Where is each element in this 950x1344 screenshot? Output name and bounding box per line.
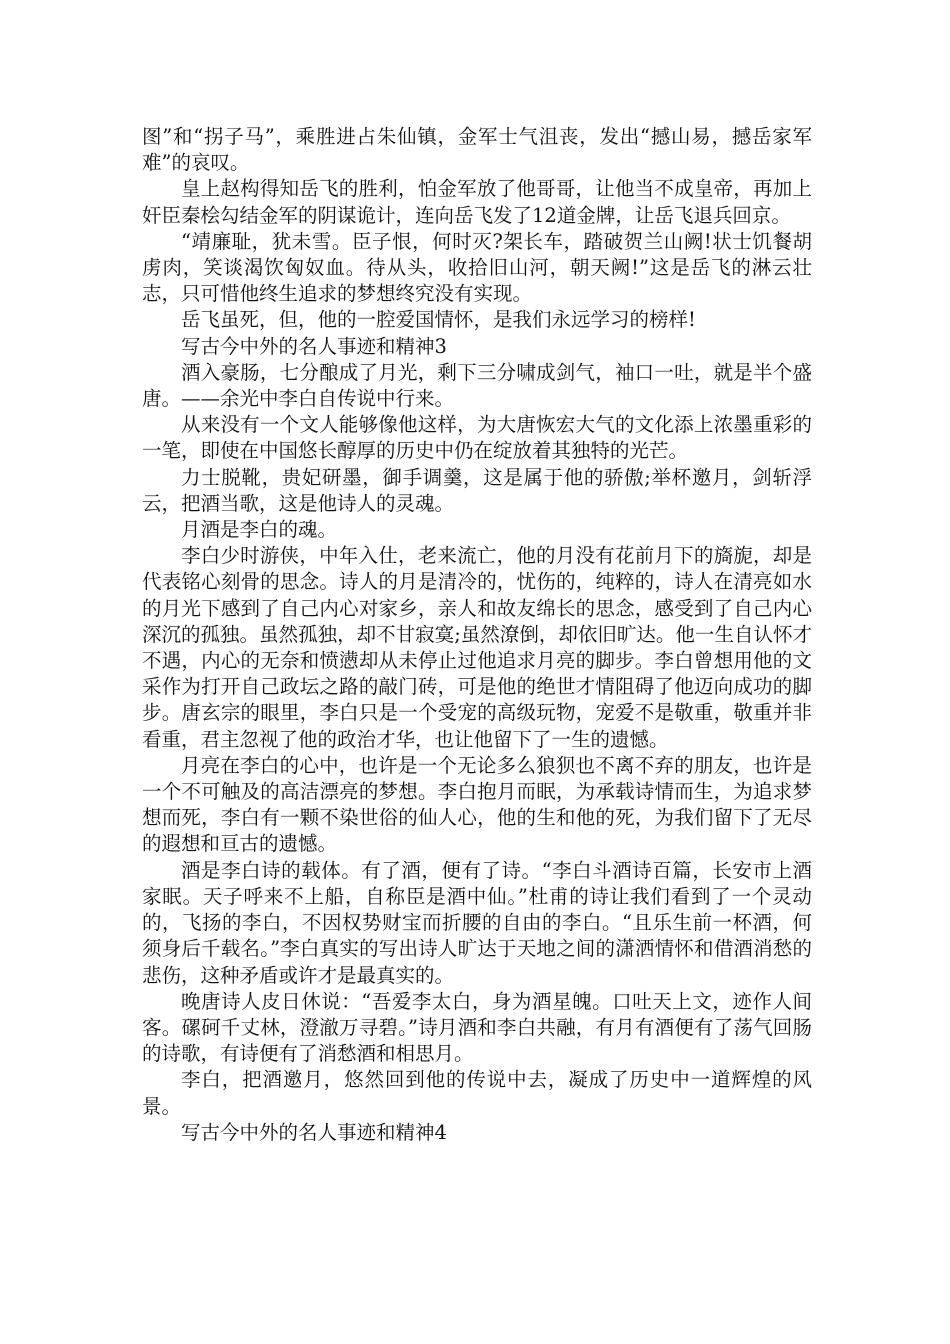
body-paragraph: 李白少时游侠，中年入仕，老来流亡，他的月没有花前月下的旖旎，却是代表铭心刻骨的思念。诗人的月是清冷的，忧伤的，纯粹的，诗人在清亮如水的月光下感到了自己内心对家乡，亲人和故友绵长的思念，感受到了自己内心深沉的孤独。虽然孤独，却不甘寂寞;虽然潦倒，却依旧旷达。他一生自认怀才不遇，内心的无奈和愤懑却从未停止过他追求月亮的脚步。李白曾想用他的文采作为打开自己政坛之路的敲门砖，可是他的绝世才情阻碍了他迈向成功的脚步。唐玄宗的眼里，李白只是一个受宠的高级玩物，宠爱不是敬重，敬重并非看重，君主忽视了他的政治才华，也让他留下了一生的遗憾。	[142, 544, 812, 751]
body-paragraph: 岳飞虽死，但，他的一腔爱国情怀，是我们永远学习的榜样!	[181, 308, 696, 332]
body-paragraph: 力士脱靴，贵妃研墨，御手调羹，这是属于他的骄傲;举杯邀月，剑斩浮云，把酒当歌，这是他诗人的灵魂。	[142, 465, 812, 515]
body-paragraph: 从来没有一个文人能够像他这样，为大唐恢宏大气的文化添上浓墨重彩的一笔，即使在中国悠长醇厚的历史中仍在绽放着其独特的光芒。	[142, 413, 812, 463]
body-paragraph: “靖廉耻，犹未雪。臣子恨，何时灭?架长车，踏破贺兰山阙!状士饥餐胡虏肉，笑谈渴饮匈奴血。待从头，收拾旧山河，朝天阙!”这是岳飞的淋云壮志，只可惜他终生追求的梦想终究没有实现。	[142, 229, 812, 306]
body-paragraph: 酒入豪肠，七分酿成了月光，剩下三分啸成剑气，袖口一吐，就是半个盛唐。——余光中李白自传说中行来。	[142, 360, 812, 411]
body-paragraph: 皇上赵构得知岳飞的胜利，怕金军放了他哥哥，让他当不成皇帝，再加上奸臣秦桧勾结金军的阴谋诡计，连向岳飞发了12道金牌，让岳飞退兵回京。	[142, 177, 812, 227]
document-page	[142, 124, 812, 1146]
body-paragraph: 月亮在李白的心中，也许是一个无论多么狼狈也不离不弃的朋友，也许是一个不可触及的高洁漂亮的梦想。李白抱月而眠，为承载诗情而生，为追求梦想而死，李白有一颗不染世俗的仙人心，他的生和他的死，为我们留下了无尽的遐想和亘古的遗憾。	[142, 753, 812, 856]
body-paragraph: 酒是李白诗的载体。有了酒，便有了诗。“李白斗酒诗百篇，长安市上酒家眠。天子呼来不上船，自称臣是酒中仙。”杜甫的诗让我们看到了一个灵动的，飞扬的李白，不因权势财宝而折腰的自由的李白。“且乐生前一杯酒，何须身后千载名。”李白真实的写出诗人旷达于天地之间的潇洒情怀和借酒消愁的悲伤，这种矛盾或许才是最真实的。	[142, 858, 812, 987]
body-paragraph: 李白，把酒邀月，悠然回到他的传说中去，凝成了历史中一道辉煌的风景。	[142, 1068, 812, 1118]
body-paragraph: 晚唐诗人皮日休说：“吾爱李太白，身为酒星魄。口吐天上文，迹作人间客。磥砢千丈林，澄澈万寻碧。”诗月酒和李白共融，有月有酒便有了荡气回肠的诗歌，有诗便有了消愁酒和相思月。	[142, 989, 812, 1066]
section-heading: 写古今中外的名人事迹和精神4	[181, 1120, 447, 1144]
body-paragraph: 月酒是李白的魂。	[181, 518, 338, 542]
continued-paragraph: 图”和“拐子马”，乘胜进占朱仙镇，金军士气沮丧，发出“撼山易，撼岳家军难”的哀叹。	[142, 125, 812, 175]
section-heading: 写古今中外的名人事迹和精神3	[181, 334, 447, 358]
